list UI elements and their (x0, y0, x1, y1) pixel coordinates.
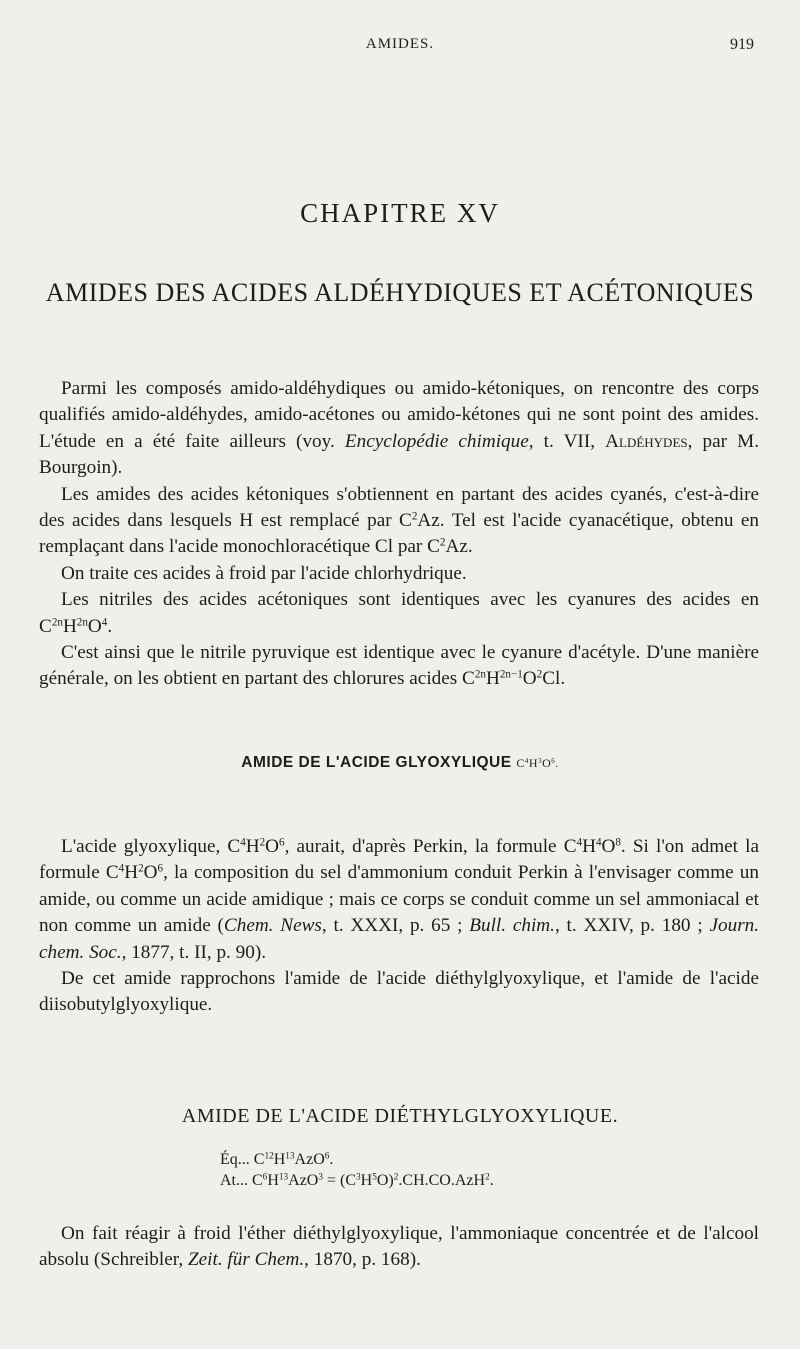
section-heading-diethylglyoxylique: AMIDE DE L'ACIDE DIÉTHYLGLYOXYLIQUE. (181, 1105, 619, 1127)
formula-atoms: At... $C^6H^{13}AzO^3 = (C^3H^5O)^2.CH.CO.AzH^2$. (220, 1172, 494, 1189)
paragraph-intro-2: Les amides des acides kétoniques s'obtiennent en partant des acides cyanés, c'est-à-dire des acides dans lesquels H est remplacé par $C^2Az$. Tel est l'acide cyanacétique, obtenu en remplaçant dans l'acide monochloracétique Cl par $C^2Az$. (39, 483, 759, 558)
intro-text (39, 376, 759, 693)
section2-text (39, 1221, 759, 1274)
paragraph-glyoxylique-1: L'acide glyoxylique, $C^4H^2O^6$, aurait, d'après Perkin, la formule $C^4H^4O^8$. Si l'on admet la formule $C^4H^2O^6$, la composition du sel d'ammonium conduit Perkin à l'envisager comme un amide, ou comme un acide amidique ; mais ce corps se conduit comme un sel ammoniacal et non comme un amide (Chem. News, t. XXXI, p. 65 ; Bull. chim., t. XXIV, p. 180 ; Journ. chem. Soc., 1877, t. II, p. 90). (39, 836, 760, 963)
chapter-label: CHAPITRE XV (300, 198, 500, 228)
paragraph-intro-3: On traite ces acides à froid par l'acide chlorhydrique. (61, 562, 467, 584)
reference-bull-chim: Bull. chim. (469, 915, 555, 937)
paragraph-diethylglyoxylique-1: On fait réagir à froid l'éther diéthylglyoxylique, l'ammoniaque concentrée et de l'alcool absolu (Schreibler, Zeit. für Chem., 1870, p. 168). (39, 1223, 759, 1271)
running-head-title: AMIDES. (365, 36, 435, 52)
reference-zeit-chem: Zeit. für Chem. (187, 1249, 305, 1271)
section1-text (39, 834, 759, 1019)
heading-formula: $C^4H^3O^6$. (516, 756, 559, 770)
paragraph-intro-4: Les nitriles des acides acétoniques sont identiques avec les cyanures des acides en $C^{2n}H^{2n}O^4$. (39, 589, 759, 637)
reference-journ-chem-soc: Journ. chem. Soc. (39, 915, 760, 963)
chapter-title: AMIDES DES ACIDES ALDÉHYDIQUES ET ACÉTONIQUES (45, 278, 755, 307)
section-heading-glyoxylique: AMIDE DE L'ACIDE GLYOXYLIQUE $C^4H^3O^6$. (241, 754, 559, 771)
reference-chem-news: Chem. News (223, 915, 322, 937)
paragraph-glyoxylique-2: De cet amide rapprochons l'amide de l'acide diéthylglyoxylique, et l'amide de l'acide diisobutylglyoxylique. (39, 968, 759, 1016)
reference-small-caps: Aldéhydes (605, 430, 688, 452)
page-number: 919 (730, 36, 754, 53)
paragraph-intro-1: Parmi les composés amido-aldéhydiques ou amido-kétoniques, on rencontre des corps qualifiés amido-aldéhydes, amido-acétones ou amido-kétones qui ne sont point des amides. L'étude en a été faite ailleurs (voy. Encyclopédie chimique, t. VII, Aldéhydes, par M. Bourgoin). (39, 378, 760, 479)
paragraph-intro-5: C'est ainsi que le nitrile pyruvique est identique avec le cyanure d'acétyle. D'une manière générale, on les obtient en partant des chlorures acides $C^{2n}H^{2n-1}O^2Cl$. (39, 642, 759, 690)
formula-equivalents: Éq... $C^{12}H^{13}AzO^6$. (220, 1151, 334, 1168)
reference-title: Encyclopédie chimique (344, 430, 529, 452)
running-head (0, 36, 800, 60)
